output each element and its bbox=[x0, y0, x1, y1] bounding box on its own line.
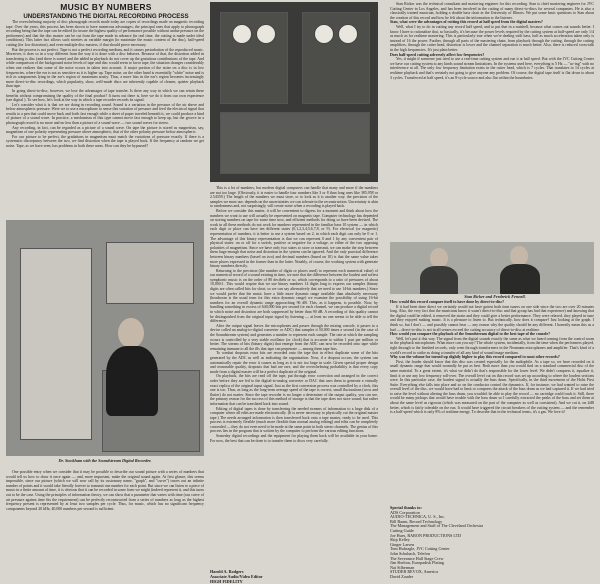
thanks-item: The Management and Staff of The Cleveland Orchestra bbox=[390, 523, 483, 529]
meter-icon bbox=[314, 24, 334, 44]
thanks-item: Tom Hufnagle, JVC Cutting Center bbox=[390, 546, 450, 552]
meter-icon bbox=[256, 24, 276, 44]
paragraph: This is a lot of numbers, but modern digital computers can handle that many and more if the numbers are not too large. (Obviously, it is easier to handle four numbers like 3 or 8 than long ones like 385,958 or 2.54359.) The length of the numbers we must store, or to look as it is another way, the precision of the samples we must use, depends on the uncertainties we can tolerate in the reconstruction. Uncertainty is akin to randomness and, not surprisingly, will create noise when a recording is played back. bbox=[210, 186, 378, 209]
paragraph: For our picture to be perfect, the gradations in magnetism must match the variations of pressure exactly. If there is a systematic discrepancy between the two, we find distortion when the tape is played back. If the frequency at random we get noise. Tape, as we have seen, has problems in both these areas. How can they be bypassed? bbox=[6, 134, 204, 149]
thanks-item: Joe Hues, BARON PRODUCTIONS LTD bbox=[390, 532, 462, 538]
paragraph: Stan Ricker was the technical consultant and mastering engineer for this recording. Stan is chief mastering engineer for JVC Cutting Center in Los Angeles, and has been involved in the cutting of many direct-to-discs for several companies. He is also a classically trained musician, holding a double bass chair in the University of Illinois. We put some basic questions to Stan about the creation of this record and how he felt about the information to the listener. bbox=[390, 2, 594, 20]
article-title: MUSIC BY NUMBERS bbox=[60, 2, 152, 12]
paragraph: One possible entry when we consider that it may be possible to describe our sound picture with a series of numbers that would tell us how to draw it once again — and, more important, make the original sound again. At first glance, this seems impossible, since our picture (which we will now call by its customary name, "graph", and "curve") traces out an infinite number of points and it would take literally forever to transmit one number for each point. But since we can listen to a piece of music in a finite amount of time, it is obvious that it can be recorded in some form we might (indeed represent it, and this turns out to be the case. Using the principles of information theory, we can show that a parameter that varies with time (our curve of air pressure against time fits the requirement) can be perfectly reconstructed from a series of numbers as long as the highest frequency present is represented by at least two samples per cycle. Thus, for music, which has no significant frequency components beyond 20 kHz, 40,000 numbers per second is sufficient. bbox=[6, 470, 204, 511]
interview-question: How would this record compare itself to have done by direct-to-disc? bbox=[390, 300, 505, 304]
meter-panel bbox=[220, 12, 288, 104]
thanks-item: John Schubach, Telefon bbox=[390, 550, 430, 556]
person-body bbox=[106, 346, 158, 416]
author-name: Harold A. Rodgers bbox=[210, 569, 244, 574]
article-header bbox=[6, 2, 206, 20]
special-thanks bbox=[390, 506, 594, 580]
recorder-unit bbox=[106, 242, 194, 304]
paragraph: Let's consider what it is that we are doing in recording sound. Sound is a variation in the pressure of the air above and below atmospheric pressure. Were we to use a microphone to sense this variation of pressure and feed the electrical signal that results to a pen that could move back and forth fast enough while a sheet of paper traveled beneath it, we could produce a kind of picture of a sound wave. In practice, a mechanism of this type cannot move fast enough to keep up, but the groove in a phonograph record is no more and no less than a picture of a sound wave — two sound waves for stereo. bbox=[6, 102, 204, 126]
interview-question: Why was the volume for turned up slightly higher to play this record compared to most other records? bbox=[390, 355, 560, 360]
person-head bbox=[510, 246, 528, 266]
interview-answer: First, the louder should know that this disc was created especially for the audiophile. As a tape so, we have recorded on it small dynamic range that would normally be put as best. Both more than you would find on a standard commercial disc of the same material. To a great extent, it's what we didn't do that's responsible for the lower level. We didn't compress it, equalize it, limit it or use any low frequency roll-over. The overall level cut on this record was set up according to where the loudest sections were. In this particular case, the loudest signal is actually the bass drum. Specifically, in the third movement of the Holst First Suite. Everything else falls into place and so on the conductor control the dynamics. If, for instance, we had wanted to raise the overall level of the disc, we would have had to limit or compress the attack of the bass drum as we had captured it. If we had tried to raise the level without altering the bass drum, you wouldn't be able to play the record — no cartridge could track it. Still, there would be many pickups that would have trouble with the bass drum so I carefully extracted the peaks of the bass and set them at about the same level as rigorous (which was measured on the part of the computer as well as consistent). And we cut it, on 2dB better, which is fairly tolerable on the run. It would have triggered the circuit breakers of the cutting system — and the remember is a half-speed which is only 8% of realtime energy. To describe that in the technical terms, it's a gas. We love it! bbox=[390, 359, 594, 415]
person-head bbox=[118, 318, 144, 348]
paragraph: The overwhelming majority of disc phonograph records made today are copies of recordings made on magnetic recording tape. Over the years, this process has been shown to have numerous advantages, the principal ones that apply to phonograph recording being that the tape can be edited (to insure the highest quality of performance possible without undue pressure on the performers) and that the disc master can be cut from the tape made in advance (in real time, the cutting is made under ideal conditions). This latter fact allows such niceties as variable margin (to maximize the music content of the disc), half-speed cutting (for low distortion), and even multiple disc masters, if that should prove necessary. bbox=[6, 20, 204, 47]
column-4-interview bbox=[390, 300, 594, 500]
paragraph: Before we consider this matter, it will be convenient to digress for a moment and think about how the numbers we want to use will actually be represented on magnetic tape. Computer technology has depended on storing numbers on tape for some time now, and efficient methods for doing so have been devised. The work in all these methods do not work for numbers represented in the familiar base 10 system — in which each digit or place can have ten different states (0,1,2,3,4,5,6,7,8, or 9). For electrical (or magnetic) representation of numbers, it is better to use a system based on 2, in which each digit can only be 0 or 1. The advantage of this binary representation is that we can represent 0 and 1 by any convenient pair of physical states: on or off for a switch, positive or negative for a voltage, or either of the two opposing polarities of magnetism. Since we have only two states to store or transmit, we can make the step between them large enough that noise and distortion in the system can be ignored. And the only practical difference between binary numbers (based on two) and decimal numbers (based on 10) is that the same value takes more places expressed in the former than in the latter. Notably, of course, the working system with generate binary numbers directly. bbox=[210, 208, 378, 269]
person-head bbox=[430, 248, 448, 268]
thanks-item: STUDER REVOX, America bbox=[390, 569, 439, 575]
photo-caption: Dr. Stockham with the Soundstream Digital Recorder. bbox=[58, 458, 152, 463]
thanks-item: Cutting Guide bbox=[390, 527, 414, 533]
paragraph: After the output signal leaves the microphones and passes through the mixing console, it passes to a device called an analog-to-digital converter or ADC) that samples it 50,000 times a second (in the case of the Soundstream system) and generates a number to represent each sample. The rate at which the sampling occurs is controlled by a very stable oscillator (or clock) that is accurate to within 1 part per million or better. The stream of bits (binary digits) that emerge from the ADC can now be recorded onto tape while remaining immune to all the ills that tape can perpetrate — among them tape hiss. bbox=[210, 323, 378, 351]
paragraph: Editing of digital tapes is done by transferring the needed streams of information to a large disk of a computer where all edits are made electronically. (It is never necessary to physically cut the original master tape.) The needs arranged information is then transferred back onto a tape master, ready to be used. This process is extremely flexible (much more flexible than normal analog editing) and edits can be completely concealed — they do not even need to be made at the same point in both stereo channels. The genius of this process lies in the program that is written by the computer to perform the various editing functions. bbox=[210, 406, 378, 434]
paragraph: Any recording, in fact, can be regarded as a picture of a sound wave. On tape the picture is stored as magnetism, say, magnetism of one polarity representing pressure above atmospheric, that of the other polarity pressure below atmospheric. bbox=[6, 125, 204, 135]
thanks-item: The Severance Hall Stage Crew bbox=[390, 555, 444, 561]
thanks-item: ADS Corporation bbox=[390, 509, 420, 515]
person-body bbox=[420, 266, 458, 294]
thanks-item: Nat Silberman bbox=[390, 564, 415, 570]
equipment-rack bbox=[20, 248, 92, 440]
meter-icon bbox=[338, 24, 358, 44]
special-thanks-heading: Special thanks to: bbox=[390, 505, 422, 510]
paragraph: In going direct-to-disc, however, we lose the advantages of tape transfer. Is there any way in which we can retain these benefits without compromising the quality of the final product? It turns out there is, here we do it from our own experience (see digital ). To see how, let's look at the way in which a tape recorder records its signal. bbox=[6, 88, 204, 103]
interview-question: How would you compare the playback of the Soundstream digital to the best tape of the console? bbox=[390, 332, 551, 337]
column-3-interview bbox=[390, 2, 594, 240]
paragraph: Someday digital recordings and the equipment for playing them back will be available in your home. For now, the best that can be done is to transfer them to discs very carefully. bbox=[210, 434, 378, 443]
console bbox=[220, 112, 370, 174]
column-2-text bbox=[210, 186, 378, 570]
thanks-item: Bill Baum, Record Technology bbox=[390, 518, 443, 524]
column-1-text bbox=[6, 20, 204, 220]
photo-caption: Stan Ricker and Frederick Fennell. bbox=[464, 294, 526, 299]
interview-answer: If it had been done direct we certainly would not have gotten both time tuners on one side since the two are over 20 minutes long. Also, the very fact that the musicians know it wasn't direct-to-disc and that group has had that experience) and knowing that the digital could be edited, it removed the strain and they could give a better performance. They were relaxed, they played in tune and they enjoyed making music. It is a pleasure to listen to. But technically, how does it compare? Just looking at the graph. I think so, but I don't — and possibly cannot hear — any reason why the quality should be any different. I honestly mean this as a bad — direct-to-disc is not in all senses exceed the cutting accuracy of direct-to-disc at realtime. bbox=[390, 304, 594, 332]
person-body bbox=[500, 264, 540, 294]
photo-ricker-fennell bbox=[390, 242, 594, 294]
meter-icon bbox=[232, 24, 252, 44]
interview-question: Stan, what were the advantages of cutting this record at half speed from the digital masters? bbox=[390, 20, 543, 25]
publication-name: HIGH FIDELITY bbox=[210, 578, 243, 584]
author-title: Associate Audio/Video Editor bbox=[210, 573, 263, 579]
thanks-item: Ginger Larsen bbox=[390, 541, 415, 547]
paragraph: On playback, the bits are read off the tape, put through error correction and arranged in the correct order before they are fed to the digital-to-analog converter or DAC that uses them to generate a virtually exact replica of the original input signal. Just as the first conversion process was controlled by a clock, this one is too. Thus, as long as the long-term average speed of the tape is correct, small fluctuations (wow and flutter) do not matter. Since the tape recorder is no longer a determiner of the output quality, you can see, the primary reason for the success of this method of storage is that the tape does not store sound, but rather information that can be translated back into sound. bbox=[210, 374, 378, 406]
interview-answer: Yes, it might if someone just tried to use a real-time cutting system and run it at half speed. But with the JVC Cutting Center we have our cutting system to any kinds sound stream limitations. In the systems used here, everything is 5 Hz — "ac-ing" with no interference at all. The only low frequency limitation exists in the cutter head, which is 7 cycles. That translates to 14 cycles at realtime playback and that's certainly not going to give anyone any problem. Of course, the digital tape itself is flat down to about 3 cycles. Transferred at half speed, it's an 8-cycle source and also flat within the boundaries. bbox=[390, 57, 594, 80]
interview-question: Does half-speed cutting adversely affect low frequencies? bbox=[390, 52, 485, 57]
paragraph: To combat dropouts extra bits are recorded onto the tape that in effect duplicate some of the bits generated by the ADC as well as indicating the organization. Now, if a dropout occurs, the system can automatically repair the error it causes as long as it is not too large in scale. Given special proper design and reasonable quality, dropouts that bad are rare, and the overwhelming probability is that every copy made from a digital master will be a perfect duplicate of the original. bbox=[210, 351, 378, 374]
interview-answer: Well, what I try to do in cutting any record half speed, and to put that in a nutshell, because what comes out sounds better. I know I have to rationalize that, so basically, it's because the power levels required by the cutting system at half-speed are only 1/4 as much as for realtime mastering. This is particularly true when we're dealing with bass, half as much acceleration taken only is instead of 16 the power. Further, through all parts of the mastering chain, from playback through the cutting, through the cutting amplifiers, through the cutter head, distortion is lower and the channel separation is much better. Also, there is reduced cross-talk in the high frequencies. It's just plain better. bbox=[390, 24, 594, 52]
paragraph: But the process is not perfect. Tape is not a perfect recording medium, and it causes perturbation of the reproduced music. Moreover, it does so in a way different from the way it is done with a disc behaves. Because of that, the distortion added in transferring is disc (and there is some) and the added in playback do not cover up the gratuitous contributions of the tape. And while comparison of the background noise levels of tape and disc would seem to favor tape, the situation changes considerably when one realizes that some of the noise occurs in taken into account. A major portion of the noise on a disc is in low frequencies, where the ear is not as sensitive as it is higher up. Tape noise, on the other hand is essentially "white" noise and is rich in components lying in the ear's region of maximum acuity. Thus, a more hiss in the ear's region becomes increasingly more direct-to-disc recordings, which popularity, show, well-made discs are inherently capable of cleaner, quieter playback than tape. bbox=[6, 47, 204, 89]
thanks-item: Skip Kelley bbox=[390, 537, 410, 543]
photo-stockham bbox=[6, 220, 204, 456]
thanks-item: AUDIO-TECHNICA, U. S., Inc. bbox=[390, 514, 446, 520]
meter-panel bbox=[302, 12, 370, 104]
thanks-item: Jim Shelton, Europadisk Plating bbox=[390, 560, 444, 566]
interview-answer: Well, let's put it this way. The signal from the digital sounds exactly the same as what we heard coming from the control room in the playback microphones. What more can you say? The whole system, incidentally, from the time when the performers played, right through to the finished records, only went through transformers in the Neumann microphones and amplifier. That's kind of a world's record to strike as doing a transfer of all any kind of sound image medium. bbox=[390, 336, 594, 355]
thanks-item: David Zauder bbox=[390, 573, 414, 579]
author-signature bbox=[210, 570, 378, 584]
column-1-continued bbox=[6, 470, 204, 578]
article-subtitle: UNDERSTANDING THE DIGITAL RECORDING PROCESS bbox=[23, 13, 189, 20]
photo-equipment bbox=[210, 2, 378, 182]
paragraph: Returning to the precision (the number of digits or places used) to represent each numerical value) of our numerical record of a sound existing in time, we note that the difference between the loudest and softest symphonic music is on the order of 80 decibels or so, which corresponds to a ratio of pressures of about 10,000:1. This would require that we use binary numbers 14 digits long to express our samples (binary digits are often called bits for short, so we can say alternatively that we need to use 14-bit numbers.) Since we would prefer that the music have a little more dynamic range available than absolutely necessary (headroom is the usual term for this extra dynamic range) we examine the possibility of using 16-bit numbers for an overall dynamic range approaching 96 dB. This, as it happens, is possible. Now, by handling something in excess of 640,000 bits per second for each channel, we can produce a digital record in which noise and distortion are both suppressed by better than 90 dB. A recording of this quality cannot be distinguished from the original input signal by listening — at least no one seems to be able to tell the difference. bbox=[210, 268, 378, 324]
